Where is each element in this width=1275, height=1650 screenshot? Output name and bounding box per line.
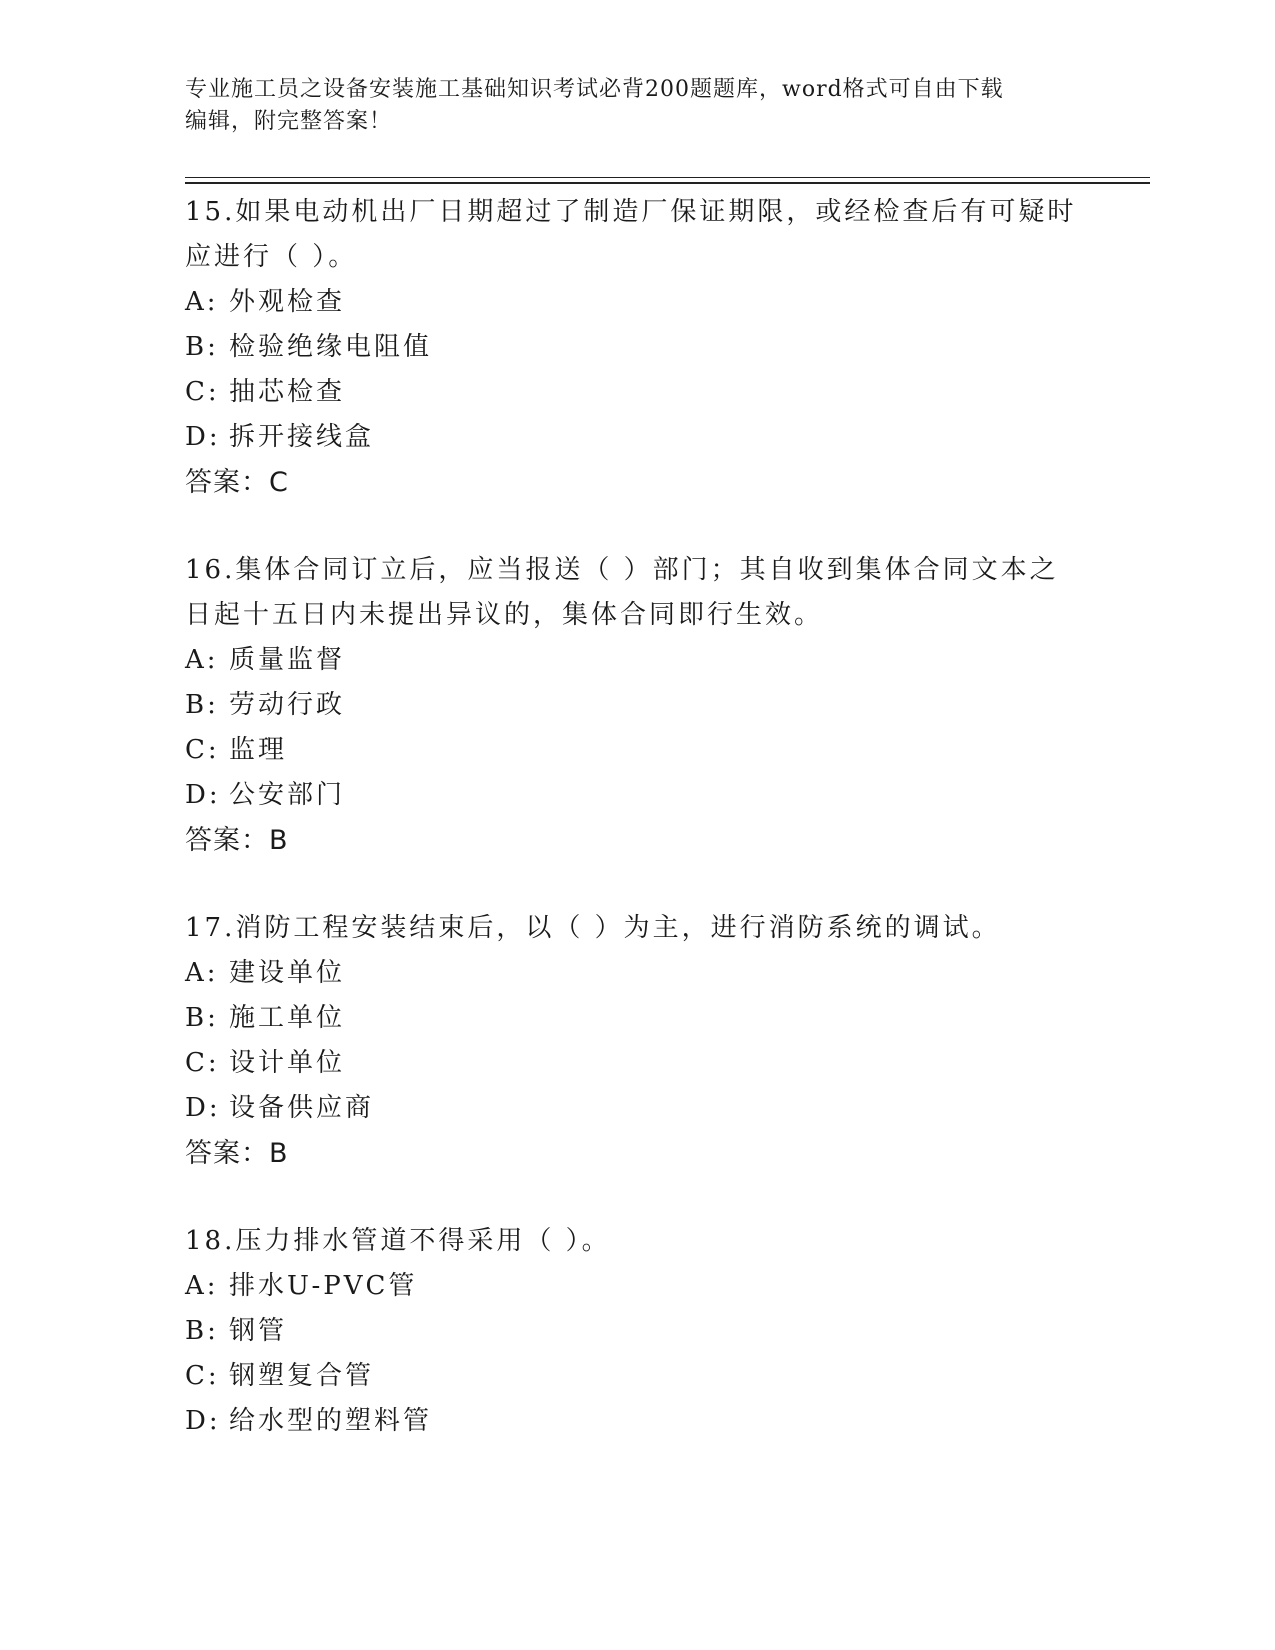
option-text: 公安部门 — [229, 780, 346, 810]
option-letter: B: — [185, 332, 219, 362]
question-15 — [185, 190, 1085, 505]
question-stem — [185, 906, 1085, 951]
option-text: 排水U-PVC管 — [229, 1271, 418, 1301]
stem-line-1: 18.压力排水管道不得采用（ ）。 — [185, 1226, 611, 1256]
stem-line-2: 日起十五日内未提出异议的，集体合同即行生效。 — [185, 600, 824, 630]
question-list — [185, 190, 1085, 1444]
option-text: 检验绝缘电阻值 — [229, 332, 433, 362]
option-text: 建设单位 — [229, 958, 346, 988]
option-letter: C: — [185, 377, 220, 407]
header-divider-top — [185, 177, 1150, 178]
option-c — [185, 728, 1085, 773]
option-a — [185, 638, 1085, 683]
option-letter: C: — [185, 735, 220, 765]
header-line-2: 编辑，附完整答案！ — [185, 109, 393, 134]
option-letter: B: — [185, 690, 219, 720]
option-text: 抽芯检查 — [229, 377, 346, 407]
option-text: 监理 — [229, 735, 288, 765]
question-17 — [185, 906, 1085, 1176]
option-c — [185, 1354, 1085, 1399]
option-c — [185, 370, 1085, 415]
option-d — [185, 1086, 1085, 1131]
option-letter: A: — [185, 645, 219, 675]
answer-line: 答案：C — [185, 467, 289, 498]
question-stem — [185, 1219, 1085, 1264]
option-d — [185, 773, 1085, 818]
option-b — [185, 325, 1085, 370]
answer-line: 答案：B — [185, 825, 289, 856]
option-d — [185, 415, 1085, 460]
option-letter: A: — [185, 1271, 219, 1301]
stem-line-1: 16.集体合同订立后，应当报送（ ）部门；其自收到集体合同文本之 — [185, 555, 1059, 585]
option-text: 外观检查 — [229, 287, 346, 317]
option-letter: D: — [185, 780, 221, 810]
question-18 — [185, 1219, 1085, 1444]
option-letter: B: — [185, 1316, 219, 1346]
stem-line-1: 17.消防工程安装结束后，以（ ）为主，进行消防系统的调试。 — [185, 913, 1001, 943]
option-text: 钢塑复合管 — [229, 1361, 375, 1391]
option-text: 钢管 — [229, 1316, 288, 1346]
option-text: 给水型的塑料管 — [229, 1406, 433, 1436]
option-c — [185, 1041, 1085, 1086]
option-letter: D: — [185, 1406, 221, 1436]
option-letter: A: — [185, 958, 219, 988]
option-letter: A: — [185, 287, 219, 317]
header-line-1: 专业施工员之设备安装施工基础知识考试必背200题题库，word格式可自由下载 — [185, 77, 1004, 102]
option-letter: C: — [185, 1048, 220, 1078]
question-spacer — [185, 1176, 1085, 1219]
question-16 — [185, 548, 1085, 863]
option-a — [185, 951, 1085, 996]
option-text: 设备供应商 — [229, 1093, 375, 1123]
option-text: 质量监督 — [229, 645, 346, 675]
option-b — [185, 1309, 1085, 1354]
stem-line-2: 应进行（ ）。 — [185, 242, 358, 272]
option-letter: B: — [185, 1003, 219, 1033]
option-b — [185, 996, 1085, 1041]
option-a — [185, 280, 1085, 325]
question-spacer — [185, 505, 1085, 548]
option-text: 设计单位 — [229, 1048, 346, 1078]
header-note — [185, 74, 1065, 138]
option-letter: D: — [185, 422, 221, 452]
question-stem — [185, 548, 1085, 638]
option-b — [185, 683, 1085, 728]
question-spacer — [185, 863, 1085, 906]
answer-line: 答案：B — [185, 1138, 289, 1169]
option-a — [185, 1264, 1085, 1309]
option-text: 施工单位 — [229, 1003, 346, 1033]
option-text: 拆开接线盒 — [229, 422, 375, 452]
option-d — [185, 1399, 1085, 1444]
option-letter: D: — [185, 1093, 221, 1123]
header-divider-bottom — [185, 182, 1150, 184]
question-stem — [185, 190, 1085, 280]
option-letter: C: — [185, 1361, 220, 1391]
option-text: 劳动行政 — [229, 690, 346, 720]
stem-line-1: 15.如果电动机出厂日期超过了制造厂保证期限，或经检查后有可疑时 — [185, 197, 1077, 227]
